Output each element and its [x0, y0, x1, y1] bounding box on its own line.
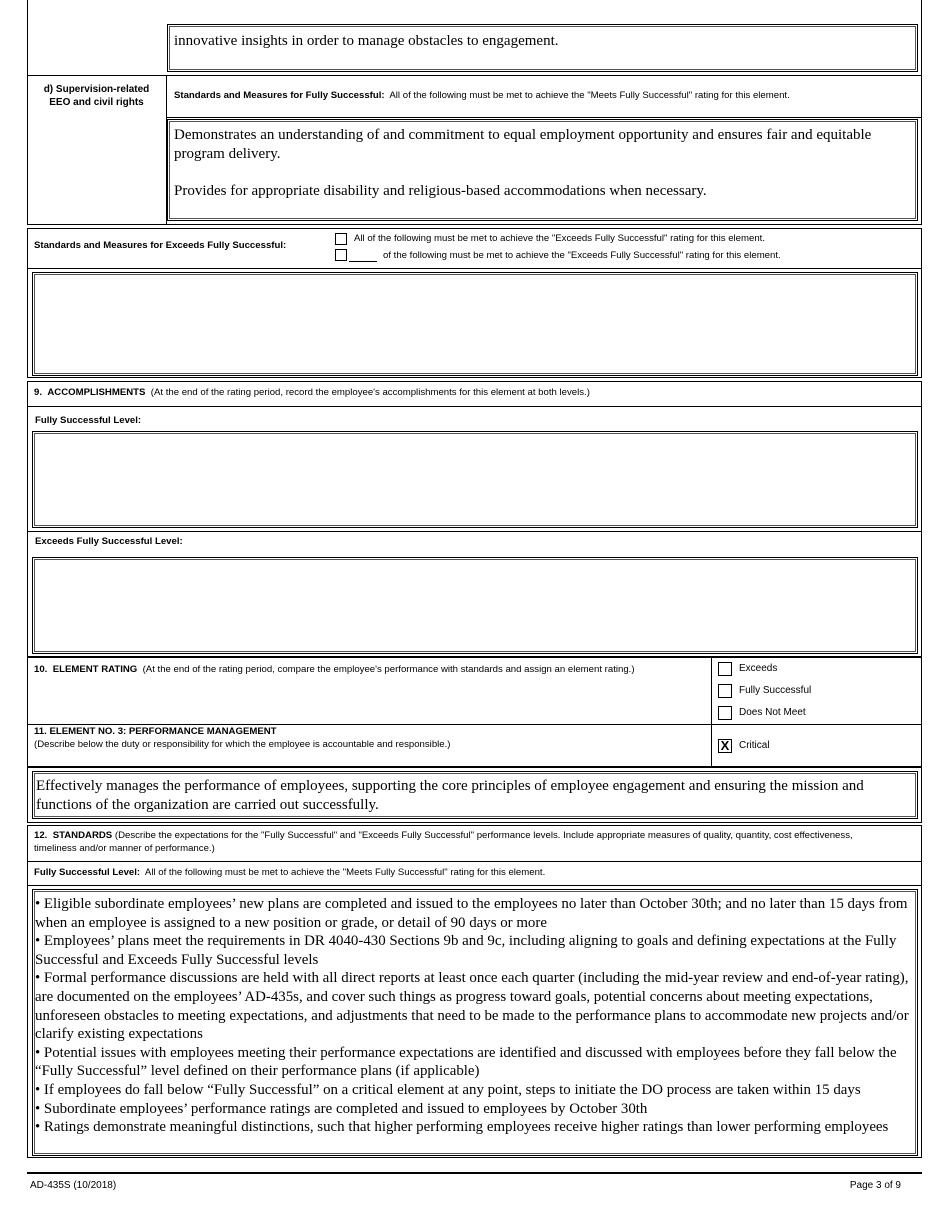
element3-heading: 11. ELEMENT NO. 3: PERFORMANCE MANAGEMENT	[34, 726, 277, 737]
exceeds-level-text-box[interactable]	[32, 557, 918, 654]
element-rating-rule	[27, 724, 922, 725]
standards-fully-heading: Fully Successful Level: All of the following must be met to achieve the "Meets Fully Successful" rating for this element.	[34, 867, 546, 878]
rating-fully-successful-checkbox[interactable]	[718, 684, 732, 698]
exceeds-all-text: All of the following must be met to achieve the "Exceeds Fully Successful" rating for this element.	[354, 233, 766, 244]
element3-description-box[interactable]	[32, 771, 918, 819]
standards-bullet: • Employees’ plans meet the requirements in DR 4040-430 Sections 9b and 9c, including aligning to goals and defining expectations at the Fully Successful and Exceeds Fully Successful levels	[35, 933, 897, 968]
fully-successful-text-box[interactable]	[32, 431, 918, 528]
element-rating-divider	[711, 657, 712, 767]
element3-description: Effectively manages the performance of employees, supporting the core principles of employee engagement and ensuring the mission and functions of the organization are carried out successfully.	[36, 778, 864, 813]
rating-exceeds-label: Exceeds	[739, 663, 778, 674]
element-d-standards-heading: Standards and Measures for Fully Successful: All of the following must be met to achieve the "Meets Fully Successful" rating for this element.	[174, 90, 790, 101]
left-border-top	[27, 0, 28, 75]
page-number: Page 3 of 9	[849, 1180, 901, 1191]
fully-successful-level-label: Fully Successful Level:	[35, 415, 142, 426]
exceeds-heading: Standards and Measures for Exceeds Fully Successful:	[34, 240, 287, 251]
accomplishments-rule-2	[27, 531, 922, 532]
critical-label: Critical	[739, 740, 770, 751]
standards-text-box[interactable]	[32, 889, 918, 1156]
standards-bullet: • Ratings demonstrate meaningful distinctions, such that higher performing employees receive higher ratings than lower performing employees	[35, 1119, 889, 1136]
standards-heading: 12. STANDARDS (Describe the expectations for the "Fully Successful" and "Exceeds Fully Successful" performance levels. Include appropriate measures of quality, quantity, cost effectiveness, timeliness and/or manner of performance.)	[34, 830, 853, 854]
right-border-top	[921, 0, 922, 75]
standards-bullet: • Potential issues with employees meeting their performance expectations are identified and discussed with employees before they fall below the “Fully Successful” level defined on their performance plans (if applicable)	[35, 1044, 897, 1080]
standards-bullet: • Subordinate employees’ performance ratings are completed and issued to employees by October 30th	[35, 1100, 648, 1117]
element-d-heading-rule	[166, 117, 922, 118]
element-d-paragraph1: Demonstrates an understanding of and commitment to equal employment opportunity and ensures fair and equitable program delivery.	[174, 127, 872, 162]
rating-does-not-meet-checkbox[interactable]	[718, 706, 732, 720]
standards-rule-2	[27, 885, 922, 886]
element3-note: (Describe below the duty or responsibility for which the employee is accountable and responsible.)	[34, 739, 451, 750]
standards-rule-1	[27, 861, 922, 862]
standards-bullet-list	[35, 895, 917, 1137]
rating-exceeds-checkbox[interactable]	[718, 662, 732, 676]
standards-bullet: • Formal performance discussions are held with all direct reports at least once each quarter (including the mid-year review and end-of-year rating), are documented on the employees’ AD-435s, and cover such things as progress toward goals, potential concerns about meeting expectations, unforeseen obstacles to meeting expectations, and adjustments that need to be made to the performance plans to accommodate new projects and/or clarify existing expectations	[35, 970, 909, 1043]
exceeds-some-text: of the following must be met to achieve the "Exceeds Fully Successful" rating for this element.	[383, 250, 781, 261]
element-d-paragraph2: Provides for appropriate disability and religious-based accommodations when necessary.	[174, 183, 707, 199]
exceeds-level-label: Exceeds Fully Successful Level:	[35, 536, 183, 547]
standards-bullet: • Eligible subordinate employees’ new plans are completed and issued to the employees no later than October 30th; and no later than 15 days from when an employee is assigned to a new position or grade, or detail of 90 days or more	[35, 896, 908, 931]
exceeds-all-checkbox[interactable]	[335, 233, 347, 245]
rating-does-not-meet-label: Does Not Meet	[739, 707, 806, 718]
critical-checkbox[interactable]: X	[718, 739, 732, 753]
continued-text: innovative insights in order to manage obstacles to engagement.	[174, 33, 559, 49]
rating-fully-successful-label: Fully Successful	[739, 685, 812, 696]
element-d-text-box[interactable]	[167, 119, 918, 221]
form-id: AD-435S (10/2018)	[30, 1180, 117, 1191]
element-d-label: d) Supervision-related EEO and civil rights	[43, 84, 150, 108]
exceeds-count-blank[interactable]	[349, 250, 377, 262]
standards-bullet: • If employees do fall below “Fully Successful” on a critical element at any point, steps to initiate the DO process are taken within 15 days	[35, 1081, 861, 1098]
accomplishments-heading: 9. ACCOMPLISHMENTS (At the end of the rating period, record the employee's accomplishments for this element at both levels.)	[34, 387, 590, 398]
continued-text-box[interactable]	[167, 24, 918, 72]
footer-rule	[27, 1172, 922, 1174]
element-rating-heading: 10. ELEMENT RATING (At the end of the rating period, compare the employee's performance with standards and assign an element rating.)	[34, 664, 635, 675]
accomplishments-rule-1	[27, 406, 922, 407]
exceeds-text-box[interactable]	[32, 272, 918, 376]
exceeds-some-checkbox[interactable]	[335, 249, 347, 261]
exceeds-rule	[27, 268, 922, 269]
